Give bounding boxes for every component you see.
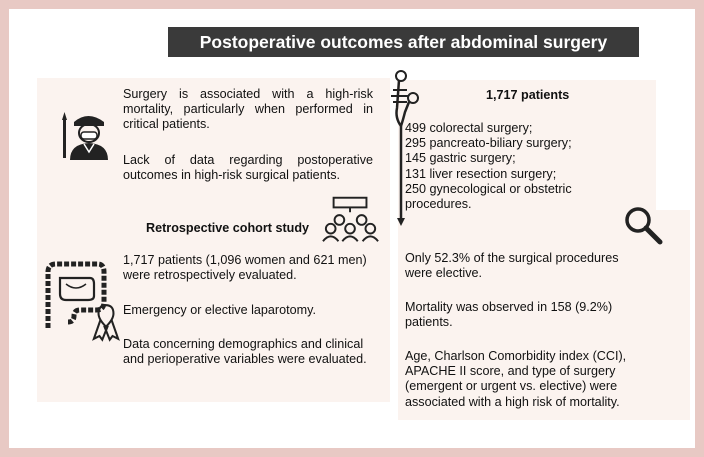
list-item: 145 gastric surgery; xyxy=(405,151,516,166)
study-heading: Retrospective cohort study xyxy=(146,221,310,235)
group-presentation-icon xyxy=(322,196,380,242)
mortality-text: Mortality was observed in 158 (9.2%) patients. xyxy=(405,300,613,330)
risk-factors-text: Age, Charlson Comorbidity index (CCI), APACHE II score, and type of surgery (emergent or urgent vs. elective) were associated with a high risk of mortality. xyxy=(405,349,627,409)
surgery-list xyxy=(405,121,650,212)
laparotomy-text: Emergency or elective laparotomy. xyxy=(123,303,316,317)
list-item: 131 liver resection surgery; xyxy=(405,166,557,181)
ribbon-icon xyxy=(92,303,120,341)
lack-of-data-text: Lack of data regarding postoperative outcomes in high-risk surgical patients. xyxy=(123,153,373,183)
list-item: 499 colorectal surgery; xyxy=(405,121,533,135)
variables-text: Data concerning demographics and clinical and perioperative variables were evaluated. xyxy=(123,337,367,367)
figure-title: Postoperative outcomes after abdominal surgery xyxy=(168,27,639,57)
list-item: 250 gynecological or obstetric procedures. xyxy=(405,181,572,212)
magnifier-icon xyxy=(623,205,663,245)
elective-text: Only 52.3% of the surgical procedures were elective. xyxy=(405,251,619,281)
patients-text: 1,717 patients (1,096 women and 621 men) were retrospectively evaluated. xyxy=(123,253,367,283)
right-heading: 1,717 patients xyxy=(486,88,570,102)
intro-text: Surgery is associated with a high-risk mortality, particularly when performed in critical patients. xyxy=(123,87,373,132)
list-item: 295 pancreato-biliary surgery; xyxy=(405,136,572,151)
surgeon-icon xyxy=(60,108,110,160)
